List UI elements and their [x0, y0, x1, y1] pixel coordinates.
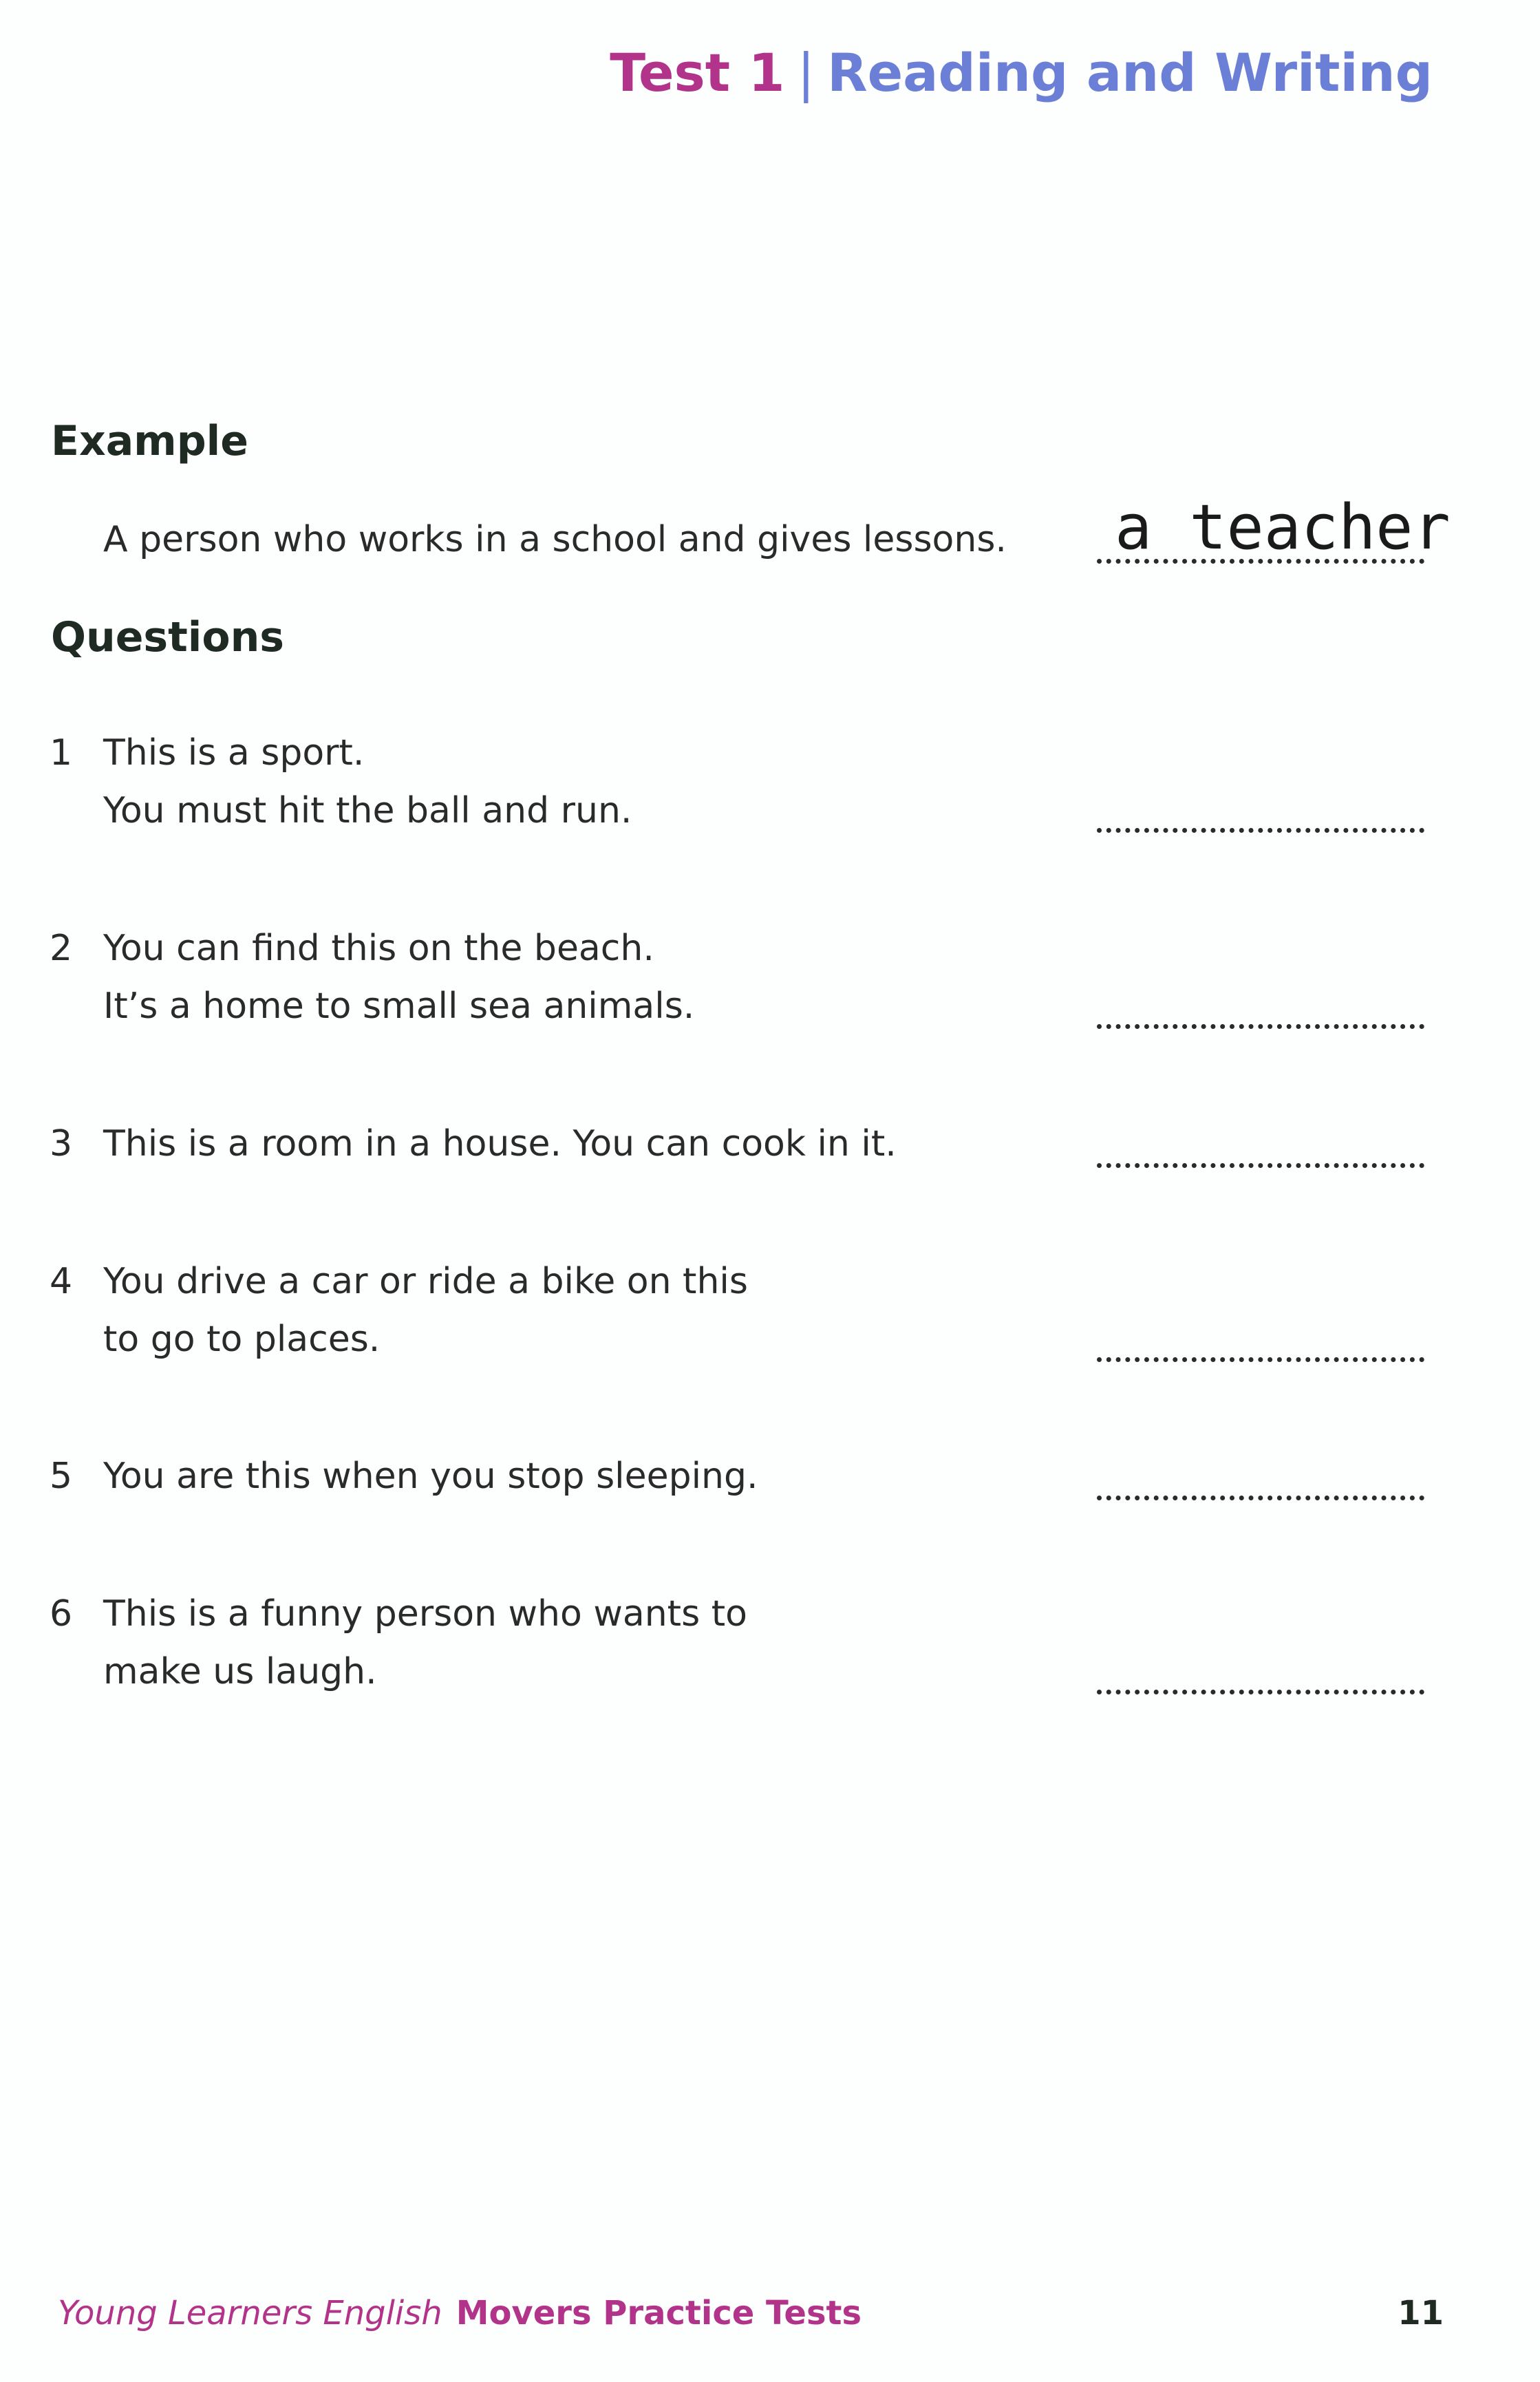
- answer-line-4[interactable]: [1097, 1357, 1424, 1362]
- question-number: 4: [50, 1261, 73, 1302]
- question-text: [103, 1253, 1053, 1368]
- answer-line-2[interactable]: [1097, 1024, 1424, 1029]
- example-text: A person who works in a school and gives lessons.: [103, 519, 1007, 560]
- answer-line-3[interactable]: [1097, 1163, 1424, 1168]
- question-number: 3: [50, 1123, 73, 1165]
- example-answer: a teacher: [1115, 491, 1451, 564]
- header-separator: |: [797, 42, 815, 103]
- question-text: [103, 1585, 1053, 1701]
- question-line: You are this when you stop sleeping.: [103, 1456, 758, 1497]
- question-line: This is a room in a house. You can cook in it.: [103, 1123, 897, 1165]
- example-heading: Example: [51, 417, 248, 465]
- question-text: [103, 919, 1053, 1035]
- footer-book-title: Movers Practice Tests: [456, 2294, 862, 2332]
- question-text: [103, 1447, 1053, 1505]
- question-number: 1: [50, 732, 73, 774]
- question-line: to go to places.: [103, 1319, 381, 1360]
- example-answer-line: [1097, 559, 1424, 564]
- question-number: 2: [50, 928, 73, 969]
- question-text: [103, 724, 1053, 840]
- questions-heading: Questions: [51, 613, 285, 661]
- question-line: You drive a car or ride a bike on this: [103, 1261, 748, 1302]
- page-number: 11: [1398, 2294, 1444, 2332]
- test-label: Test 1: [610, 42, 785, 103]
- section-label: Reading and Writing: [827, 42, 1433, 103]
- answer-line-6[interactable]: [1097, 1690, 1424, 1694]
- question-text: [103, 1115, 1053, 1173]
- question-line: It’s a home to small sea animals.: [103, 986, 695, 1027]
- answer-line-1[interactable]: [1097, 828, 1424, 833]
- question-number: 5: [50, 1456, 73, 1497]
- question-line: make us laugh.: [103, 1651, 377, 1692]
- question-number: 6: [50, 1593, 73, 1635]
- page-header: [610, 42, 1433, 103]
- footer-series: Young Learners English: [58, 2294, 442, 2332]
- question-line: This is a funny person who wants to: [103, 1593, 747, 1635]
- footer-title: [58, 2294, 862, 2332]
- answer-line-5[interactable]: [1097, 1496, 1424, 1500]
- question-line: You must hit the ball and run.: [103, 790, 632, 831]
- question-line: This is a sport.: [103, 732, 365, 774]
- question-line: You can find this on the beach.: [103, 928, 654, 969]
